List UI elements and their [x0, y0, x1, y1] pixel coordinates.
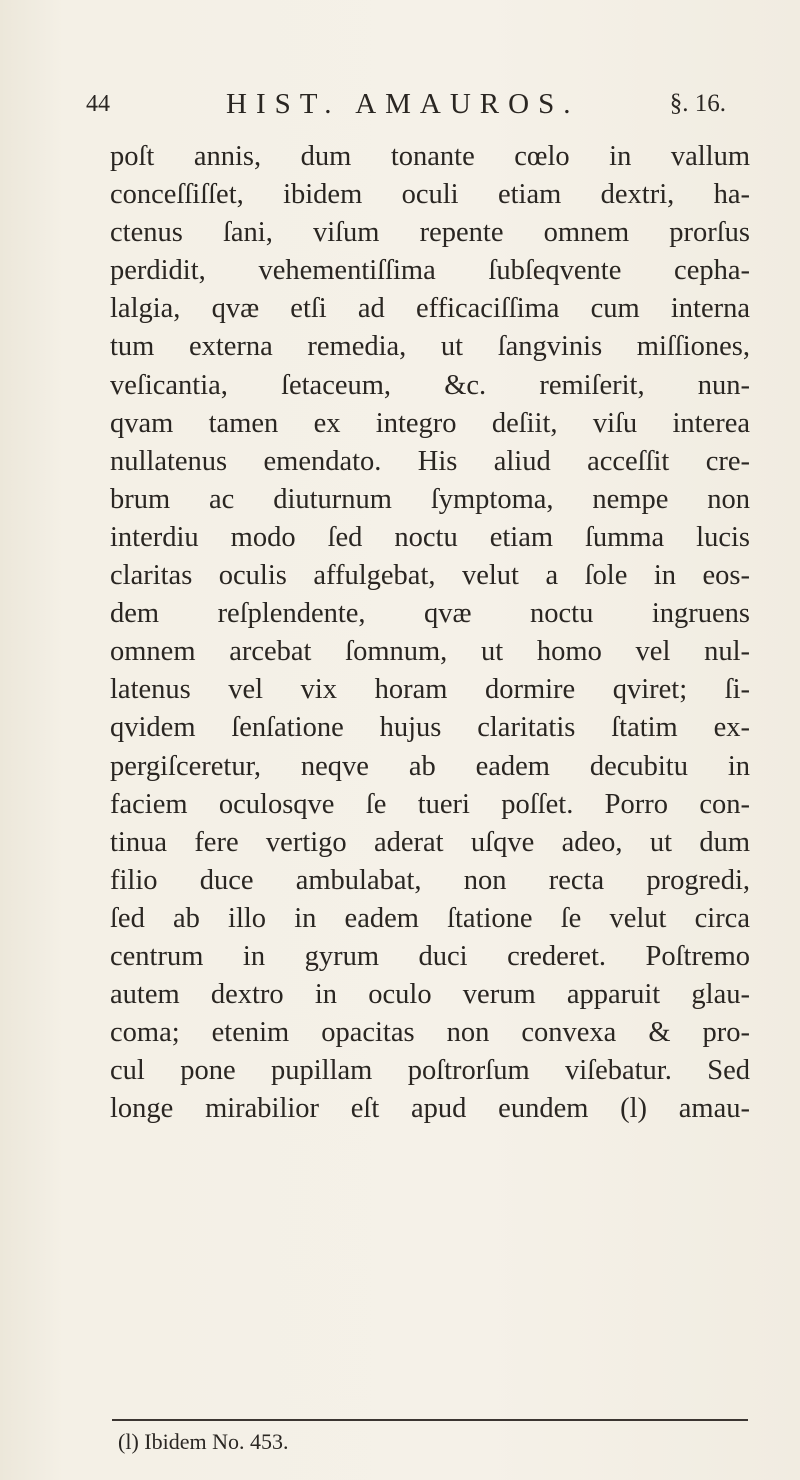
text-line: tum externa remedia, ut ſangvinis miſſiones, [110, 331, 750, 363]
text-line: latenus vel vix horam dormire qviret; ſi- [110, 674, 750, 706]
section-mark: §. 16. [669, 90, 726, 117]
text-line: faciem oculosqve ſe tueri poſſet. Porro con- [110, 788, 750, 820]
text-line: filio duce ambulabat, non recta progredi, [110, 864, 750, 896]
text-line: coma; etenim opacitas non convexa & pro- [110, 1017, 750, 1049]
text-line: centrum in gyrum duci crederet. Poſtremo [110, 940, 750, 972]
running-title: HIST. AMAUROS. [226, 88, 580, 120]
text-line: dem reſplendente, qvæ noctu ingruens [110, 598, 750, 630]
text-line: longe mirabilior eſt apud eundem (l) amau- [110, 1093, 750, 1125]
page-number: 44 [86, 91, 110, 117]
text-line: nullatenus emendato. His aliud acceſſit cre- [110, 445, 750, 477]
text-line: poſt annis, dum tonante cœlo in vallum [110, 141, 750, 172]
text-line: brum ac diuturnum ſymptoma, nempe non [110, 483, 750, 515]
text-line: veſicantia, ſetaceum, &c. remiſerit, nun- [110, 369, 750, 401]
text-line: perdidit, vehementiſſima ſubſeqvente cepha- [110, 255, 750, 287]
text-line: ſed ab illo in eadem ſtatione ſe velut circa [110, 902, 750, 934]
text-line: interdiu modo ſed noctu etiam ſumma lucis [110, 521, 750, 553]
text-line: qvidem ſenſatione hujus claritatis ſtatim ex- [110, 712, 750, 744]
footnote: (l) Ibidem No. 453. [118, 1429, 289, 1454]
text-line: claritas oculis affulgebat, velut a ſole in eos- [110, 560, 750, 592]
text-line: lalgia, qvæ etſi ad efficaciſſima cum interna [110, 293, 750, 325]
text-line: pergiſceretur, neqve ab eadem decubitu in [110, 750, 750, 782]
text-line: tinua fere vertigo aderat uſqve adeo, ut dum [110, 826, 750, 858]
text-line: ctenus ſani, viſum repente omnem prorſus [110, 217, 750, 249]
body-text [110, 138, 750, 1128]
running-head [86, 84, 726, 124]
text-line: conceſſiſſet, ibidem oculi etiam dextri, ha- [110, 179, 750, 211]
footnote-rule [112, 1419, 748, 1421]
text-line: omnem arcebat ſomnum, ut homo vel nul- [110, 636, 750, 668]
text-line: cul pone pupillam poſtrorſum viſebatur. Sed [110, 1055, 750, 1087]
text-line: autem dextro in oculo verum apparuit glau- [110, 979, 750, 1011]
text-line: qvam tamen ex integro deſiit, viſu interea [110, 407, 750, 439]
